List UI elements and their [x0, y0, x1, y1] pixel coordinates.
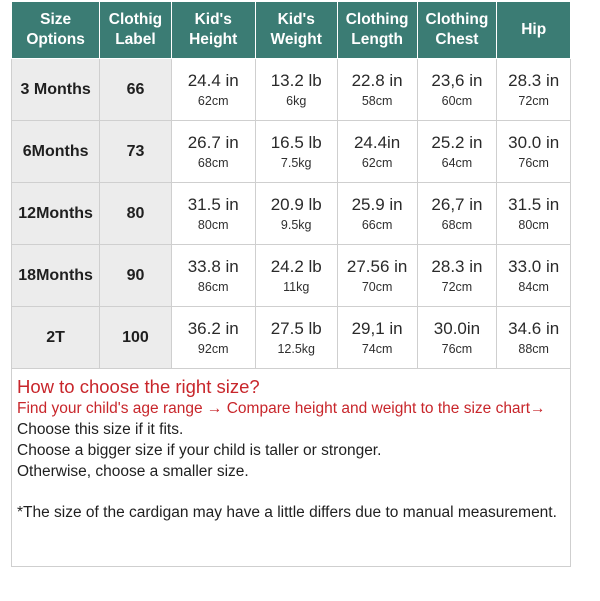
chest-cm: 76cm [441, 341, 473, 356]
height-cell [171, 245, 255, 307]
size-option-cell: 2T [12, 307, 100, 369]
size-guide-line: Otherwise, choose a smaller size. [17, 463, 249, 480]
length-in: 29,1 in [351, 318, 403, 338]
chest-cm: 72cm [441, 279, 473, 294]
hip-cell [497, 59, 571, 121]
clothing-label-cell: 90 [100, 245, 171, 307]
weight-lb: 24.2 lb [270, 256, 322, 276]
chest-cm: 68cm [441, 217, 473, 232]
length-cell [337, 307, 417, 369]
clothing-label-cell: 73 [100, 121, 171, 183]
weight-lb: 16.5 lb [270, 132, 322, 152]
size-guide-line: Choose a bigger size if your child is taller or stronger. [17, 442, 382, 459]
chest-cm: 64cm [441, 155, 473, 170]
size-chart-table [11, 1, 571, 369]
hip-cm: 76cm [518, 155, 549, 170]
chest-cm: 60cm [441, 93, 473, 108]
size-option-cell: 3 Months [12, 59, 100, 121]
weight-kg: 7.5kg [280, 155, 312, 170]
header-kids-weight: Kid's Weight [255, 2, 337, 59]
weight-cell [255, 121, 337, 183]
size-guide-title: How to choose the right size? [17, 376, 260, 397]
hip-in: 30.0 in [508, 132, 560, 152]
length-in: 27.56 in [346, 256, 408, 276]
table-row [12, 245, 571, 307]
length-cm: 74cm [361, 341, 393, 356]
clothing-label-cell: 80 [100, 183, 171, 245]
weight-lb: 20.9 lb [270, 194, 322, 214]
chest-in: 28.3 in [431, 256, 483, 276]
size-guide-notes [11, 369, 571, 567]
weight-kg: 6kg [286, 93, 307, 108]
hip-in: 33.0 in [508, 256, 560, 276]
hip-cm: 88cm [518, 341, 549, 356]
length-in: 22.8 in [351, 70, 403, 90]
header-size-options: Size Options [12, 2, 100, 59]
length-cell [337, 183, 417, 245]
hip-in: 34.6 in [508, 318, 560, 338]
length-cm: 70cm [361, 279, 393, 294]
header-hip: Hip [497, 2, 571, 59]
length-in: 25.9 in [351, 194, 403, 214]
weight-kg: 11kg [283, 279, 310, 294]
height-cm: 62cm [197, 93, 229, 108]
weight-lb: 13.2 lb [270, 70, 322, 90]
length-cm: 62cm [361, 155, 393, 170]
table-row [12, 183, 571, 245]
size-option-cell: 18Months [12, 245, 100, 307]
length-cm: 58cm [361, 93, 393, 108]
height-cell [171, 121, 255, 183]
hip-cm: 72cm [518, 93, 549, 108]
hip-cell [497, 307, 571, 369]
weight-cell [255, 183, 337, 245]
chest-cell [417, 183, 497, 245]
height-cm: 68cm [197, 155, 229, 170]
weight-cell [255, 307, 337, 369]
height-in: 26.7 in [187, 132, 239, 152]
table-row [12, 59, 571, 121]
height-cell [171, 307, 255, 369]
height-cell [171, 59, 255, 121]
chest-cell [417, 121, 497, 183]
chest-cell [417, 59, 497, 121]
height-cm: 86cm [197, 279, 229, 294]
measurement-footnote: *The size of the cardigan may have a little differs due to manual measurement. [17, 504, 557, 521]
hip-cm: 84cm [518, 279, 549, 294]
hip-cell [497, 183, 571, 245]
size-option-cell: 6Months [12, 121, 100, 183]
chest-in: 25.2 in [431, 132, 483, 152]
size-option-cell: 12Months [12, 183, 100, 245]
length-cell [337, 59, 417, 121]
clothing-label-cell: 66 [100, 59, 171, 121]
size-chart [11, 1, 589, 567]
chest-in: 26,7 in [431, 194, 483, 214]
chest-cell [417, 307, 497, 369]
length-cm: 66cm [361, 217, 393, 232]
table-row [12, 121, 571, 183]
header-clothing-chest: Clothing Chest [417, 2, 497, 59]
size-guide-line: Choose this size if it fits. [17, 421, 184, 438]
clothing-label-cell: 100 [100, 307, 171, 369]
height-in: 24.4 in [187, 70, 239, 90]
hip-in: 31.5 in [508, 194, 560, 214]
length-cell [337, 121, 417, 183]
weight-kg: 12.5kg [277, 341, 315, 356]
hip-cm: 80cm [518, 217, 549, 232]
hip-cell [497, 121, 571, 183]
weight-cell [255, 245, 337, 307]
height-cell [171, 183, 255, 245]
chest-in: 23,6 in [431, 70, 483, 90]
size-guide-steps: Find your child's age range → Compare height and weight to the size chart→ [17, 400, 546, 417]
chest-in: 30.0in [433, 318, 481, 338]
table-header-row [12, 2, 571, 59]
hip-in: 28.3 in [508, 70, 560, 90]
weight-kg: 9.5kg [280, 217, 312, 232]
header-clothing-length: Clothing Length [337, 2, 417, 59]
chest-cell [417, 245, 497, 307]
height-in: 31.5 in [187, 194, 239, 214]
height-cm: 80cm [197, 217, 229, 232]
hip-cell [497, 245, 571, 307]
height-in: 33.8 in [187, 256, 239, 276]
height-cm: 92cm [197, 341, 229, 356]
weight-lb: 27.5 lb [270, 318, 322, 338]
weight-cell [255, 59, 337, 121]
height-in: 36.2 in [187, 318, 239, 338]
table-row [12, 307, 571, 369]
length-cell [337, 245, 417, 307]
header-kids-height: Kid's Height [171, 2, 255, 59]
header-clothing-label: Clothig Label [100, 2, 171, 59]
length-in: 24.4in [353, 132, 401, 152]
